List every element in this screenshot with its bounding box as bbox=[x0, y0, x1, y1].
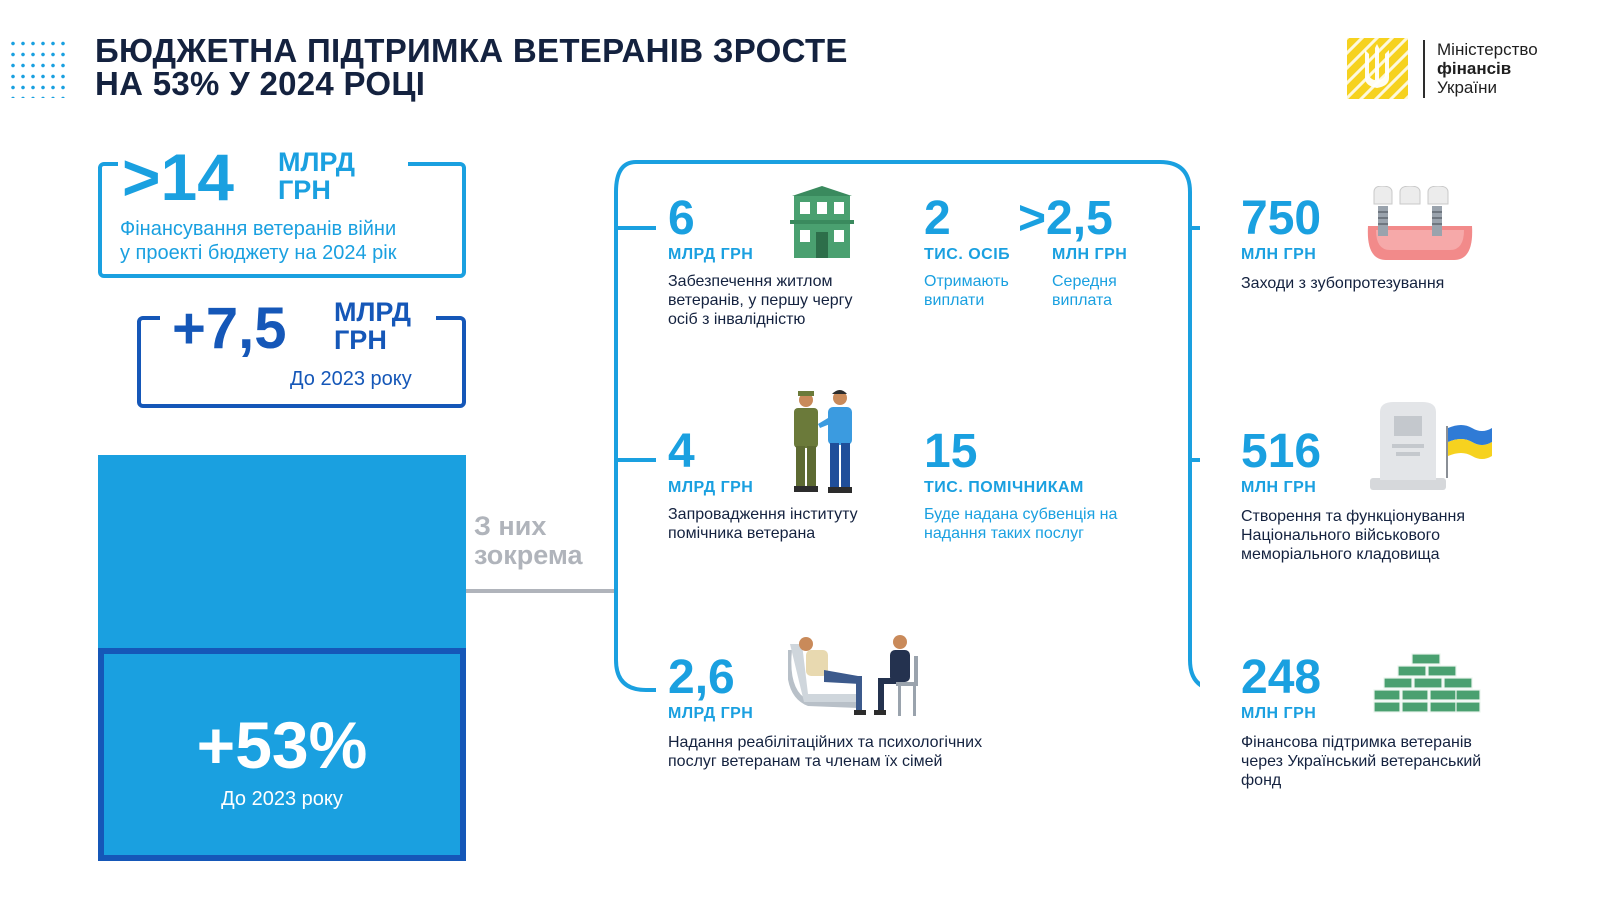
housing-value: 6 bbox=[668, 192, 695, 245]
trident-icon bbox=[1347, 38, 1408, 99]
avg-payment-desc: Середня виплата bbox=[1052, 273, 1117, 309]
total-funding-desc: Фінансування ветеранів війни у проекті бюджету на 2024 рік bbox=[120, 218, 397, 264]
cemetery-value: 516 bbox=[1241, 425, 1322, 478]
increase-unit: МЛРД ГРН bbox=[334, 297, 411, 355]
helpers-unit: ТИС. ПОМІЧНИКАМ bbox=[924, 479, 1084, 496]
dental-value: 750 bbox=[1241, 192, 1322, 245]
percent-value: +53% bbox=[196, 708, 368, 782]
people-unit: ТИС. ОСІБ bbox=[924, 246, 1011, 263]
assistant-desc: Запровадження інституту помічника ветерана bbox=[668, 506, 858, 542]
total-funding-unit: МЛРД ГРН bbox=[278, 147, 355, 205]
fund-desc: Фінансова підтримка ветеранів через Український ветеранський фонд bbox=[1241, 734, 1482, 789]
memorial-flag-icon bbox=[1366, 400, 1496, 492]
cemetery-desc: Створення та функціонування Національного військового меморіального кладовища bbox=[1241, 508, 1465, 563]
avg-payment-unit: МЛН ГРН bbox=[1052, 246, 1128, 263]
rehab-value: 2,6 bbox=[668, 651, 735, 704]
helpers-desc: Буде надана субвенція на надання таких послуг bbox=[924, 506, 1118, 542]
assistant-value: 4 bbox=[668, 425, 695, 478]
fund-value: 248 bbox=[1241, 651, 1322, 704]
avg-payment-value: >2,5 bbox=[1018, 192, 1113, 245]
people-value: 2 bbox=[924, 192, 951, 245]
decorative-dots bbox=[8, 38, 70, 98]
connector-line bbox=[466, 589, 616, 593]
dental-desc: Заходи з зубопротезування bbox=[1241, 275, 1445, 292]
cemetery-unit: МЛН ГРН bbox=[1241, 479, 1317, 496]
percent-desc: До 2023 року bbox=[221, 788, 343, 810]
page-title bbox=[95, 34, 848, 100]
assistant-unit: МЛРД ГРН bbox=[668, 479, 754, 496]
therapy-icon bbox=[788, 630, 928, 720]
fund-unit: МЛН ГРН bbox=[1241, 705, 1317, 722]
rehab-desc: Надання реабілітаційних та психологічних послуг ветеранам та членам їх сімей bbox=[668, 734, 983, 770]
dental-implant-icon bbox=[1366, 186, 1474, 262]
connector-label: З них зокрема bbox=[474, 511, 583, 570]
title-line-2: НА 53% У 2024 РОЦІ bbox=[95, 65, 426, 102]
ministry-name: Міністерство фінансів України bbox=[1437, 40, 1538, 97]
housing-unit: МЛРД ГРН bbox=[668, 246, 754, 263]
increase-desc: До 2023 року bbox=[290, 368, 412, 390]
housing-desc: Забезпечення житлом ветеранів, у першу чергу осіб з інвалідністю bbox=[668, 273, 853, 328]
rehab-unit: МЛРД ГРН bbox=[668, 705, 754, 722]
title-line-1: БЮДЖЕТНА ПІДТРИМКА ВЕТЕРАНІВ ЗРОСТЕ bbox=[95, 32, 848, 69]
dental-unit: МЛН ГРН bbox=[1241, 246, 1317, 263]
helpers-value: 15 bbox=[924, 425, 978, 478]
increase-value: +7,5 bbox=[172, 296, 287, 361]
soldier-assistant-icon bbox=[784, 388, 864, 498]
house-icon bbox=[782, 182, 862, 262]
logo-divider bbox=[1423, 40, 1425, 98]
money-stack-icon bbox=[1372, 652, 1482, 716]
total-funding-value: >14 bbox=[122, 140, 234, 214]
people-desc: Отримають виплати bbox=[924, 273, 1009, 309]
